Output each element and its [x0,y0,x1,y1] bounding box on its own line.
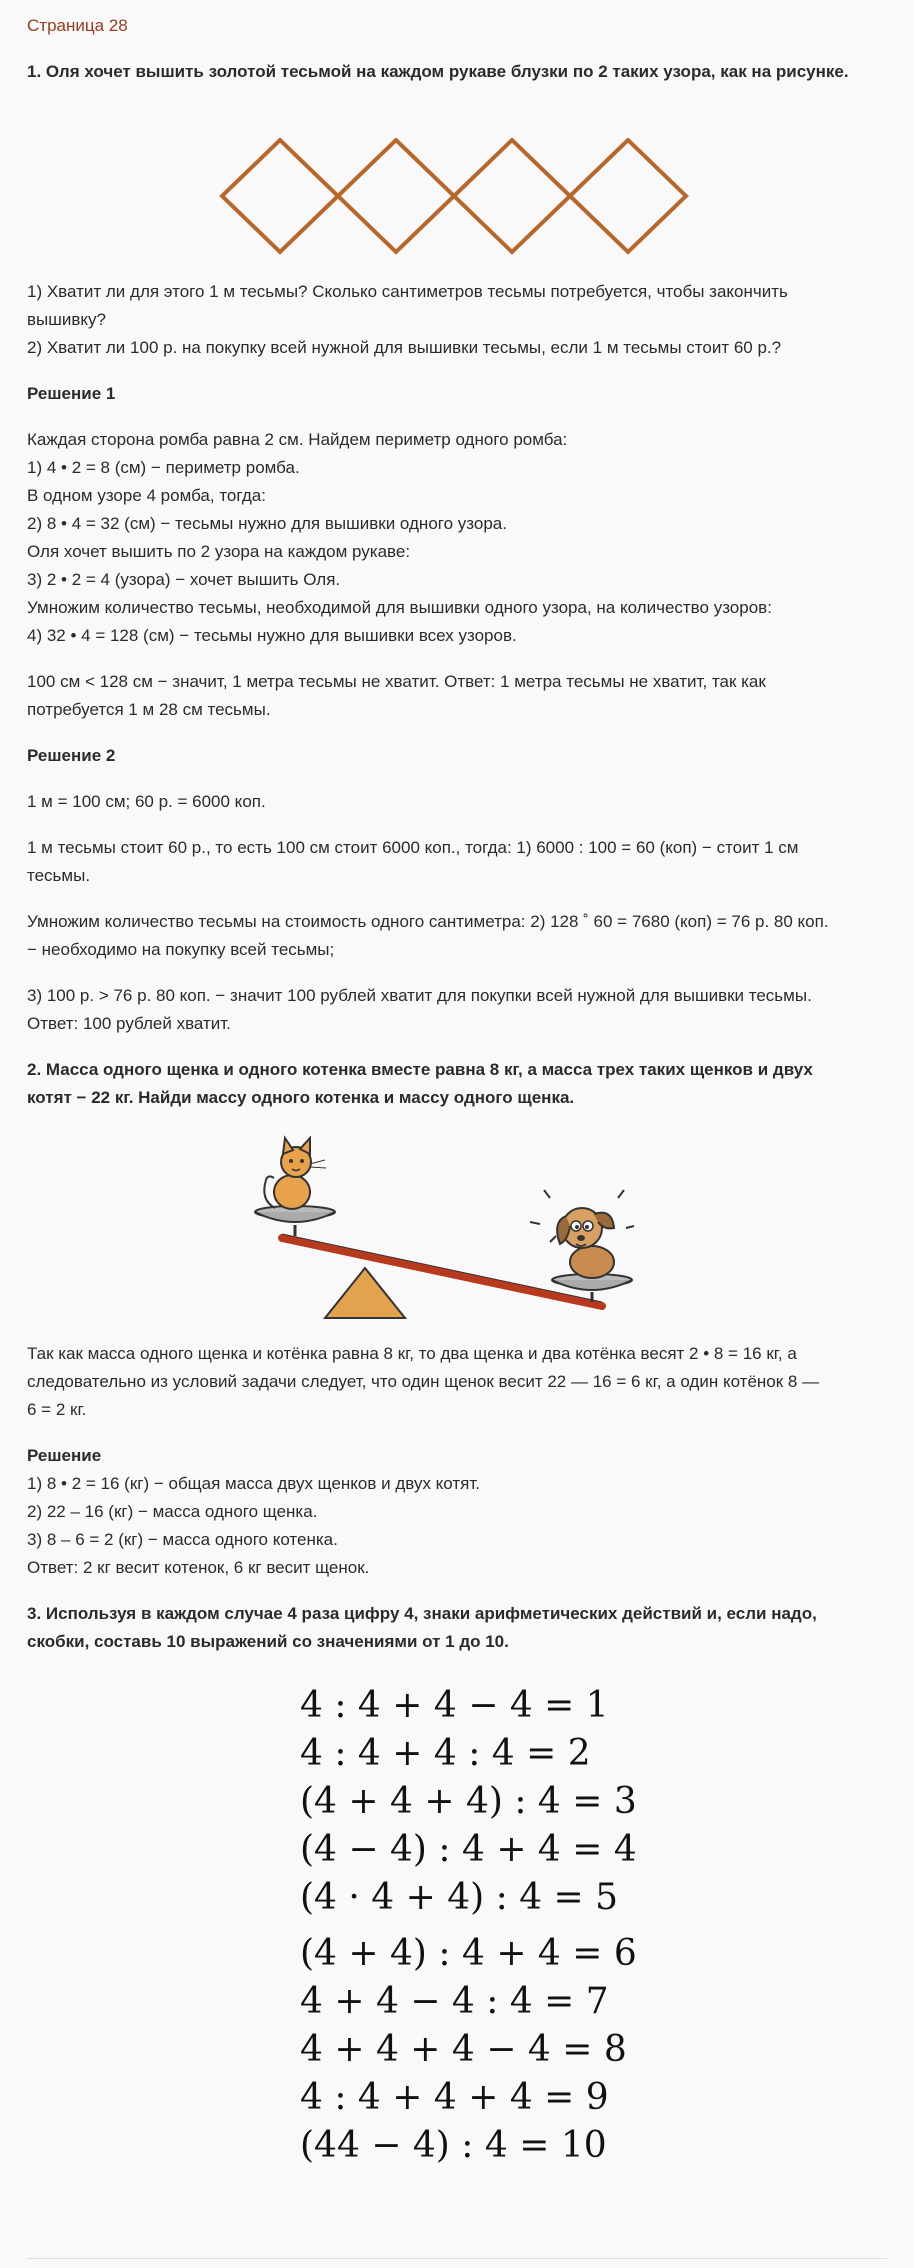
task1-question: 1. Оля хочет вышить золотой тесьмой на каждом рукаве блузки по 2 таких узора, как на рисунке. [27,62,849,81]
solution2-p2-line2: тесьмы. [27,866,91,885]
equation: (4 + 4 + 4) : 4 = 3 [300,1781,637,1822]
solution1-line: В одном узоре 4 ромба, тогда: [27,486,266,505]
task2-question-line1: 2. Масса одного щенка и одного котенка вместе равна 8 кг, а масса трех таких щенков и двух [27,1060,813,1079]
conclusion1-line2: потребуется 1 м 28 см тесьмы. [27,700,271,719]
task2-text-line1: Так как масса одного щенка и котёнка равна 8 кг, то два щенка и два котёнка весят 2 • 8 = 16 кг, а [27,1344,797,1363]
solution1-line: 3) 2 • 2 = 4 (узора) − хочет вышить Оля. [27,570,341,589]
task1-q1-line1: 1) Хватит ли для этого 1 м тесьмы? Сколько сантиметров тесьмы потребуется, чтобы закончить [27,282,788,301]
equation: (4 + 4) : 4 + 4 = 6 [300,1933,637,1974]
puppy-icon [530,1190,634,1278]
task2-solution-heading: Решение [27,1446,102,1465]
fulcrum-triangle [325,1268,405,1318]
equation: 4 + 4 − 4 : 4 = 7 [300,1981,609,2022]
equation: 4 : 4 + 4 : 4 = 2 [300,1733,591,1774]
divider [27,2258,887,2259]
seesaw-plank [282,1238,602,1306]
solution1-line: Умножим количество тесьмы, необходимой для вышивки одного узора, на количество узоров: [27,598,772,617]
solution2-heading: Решение 2 [27,746,116,765]
solution1-line: Каждая сторона ромба равна 2 см. Найдем периметр одного ромба: [27,430,568,449]
solution2-p4-line2: Ответ: 100 рублей хватит. [27,1014,231,1033]
solution1-line: Оля хочет вышить по 2 узора на каждом рукаве: [27,542,411,561]
task3-question-line2: скобки, составь 10 выражений со значениями от 1 до 10. [27,1632,509,1651]
seesaw-illustration [230,1130,670,1330]
task1-q1-line2: вышивку? [27,310,106,329]
task3-question-line1: 3. Используя в каждом случае 4 раза цифру 4, знаки арифметических действий и, если надо, [27,1604,817,1623]
task2-solution-line: 2) 22 – 16 (кг) − масса одного щенка. [27,1502,318,1521]
task2-solution-line: 3) 8 – 6 = 2 (кг) − масса одного котенка. [27,1530,338,1549]
page-title: Страница 28 [27,16,128,35]
solution2-p2-line1: 1 м тесьмы стоит 60 р., то есть 100 см стоит 6000 коп., тогда: 1) 6000 : 100 = 60 (коп) − стоит 1 см [27,838,799,857]
solution1-heading: Решение 1 [27,384,116,403]
task2-question-line2: котят − 22 кг. Найди массу одного котенка и массу одного щенка. [27,1088,575,1107]
equations-block [300,1682,637,2170]
solution2-p1: 1 м = 100 см; 60 р. = 6000 коп. [27,792,266,811]
task2-text-line3: 6 = 2 кг. [27,1400,87,1419]
rhombus-pattern-image [210,138,690,258]
cat-icon [264,1138,326,1209]
solution2-p3-line1: Умножим количество тесьмы на стоимость одного сантиметра: 2) 128 ˚ 60 = 7680 (коп) = 76 р. 80 коп. [27,912,829,931]
solution1-line: 1) 4 • 2 = 8 (см) − периметр ромба. [27,458,300,477]
solution1-line: 2) 8 • 4 = 32 (см) − тесьмы нужно для вышивки одного узора. [27,514,507,533]
conclusion1-line1: 100 см < 128 см − значит, 1 метра тесьмы не хватит. Ответ: 1 метра тесьмы не хватит, так как [27,672,766,691]
equation: (4 − 4) : 4 + 4 = 4 [300,1829,637,1870]
equation: (4 · 4 + 4) : 4 = 5 [300,1877,619,1918]
task2-solution-line: Ответ: 2 кг весит котенок, 6 кг весит щенок. [27,1558,370,1577]
equation: 4 + 4 + 4 − 4 = 8 [300,2029,627,2070]
equation: 4 : 4 + 4 − 4 = 1 [300,1685,609,1726]
solution2-p3-line2: − необходимо на покупку всей тесьмы; [27,940,335,959]
solution1-line: 4) 32 • 4 = 128 (см) − тесьмы нужно для вышивки всех узоров. [27,626,517,645]
task1-q2: 2) Хватит ли 100 р. на покупку всей нужной для вышивки тесьмы, если 1 м тесьмы стоит 60 р.? [27,338,782,357]
solution2-p4-line1: 3) 100 р. > 76 р. 80 коп. − значит 100 рублей хватит для покупки всей нужной для вышивки тесьмы. [27,986,812,1005]
task2-text-line2: следовательно из условий задачи следует, что один щенок весит 22 — 16 = 6 кг, а один котёнок 8 — [27,1372,820,1391]
task2-solution-line: 1) 8 • 2 = 16 (кг) − общая масса двух щенков и двух котят. [27,1474,480,1493]
equation: (44 − 4) : 4 = 10 [300,2125,607,2166]
equation: 4 : 4 + 4 + 4 = 9 [300,2077,609,2118]
